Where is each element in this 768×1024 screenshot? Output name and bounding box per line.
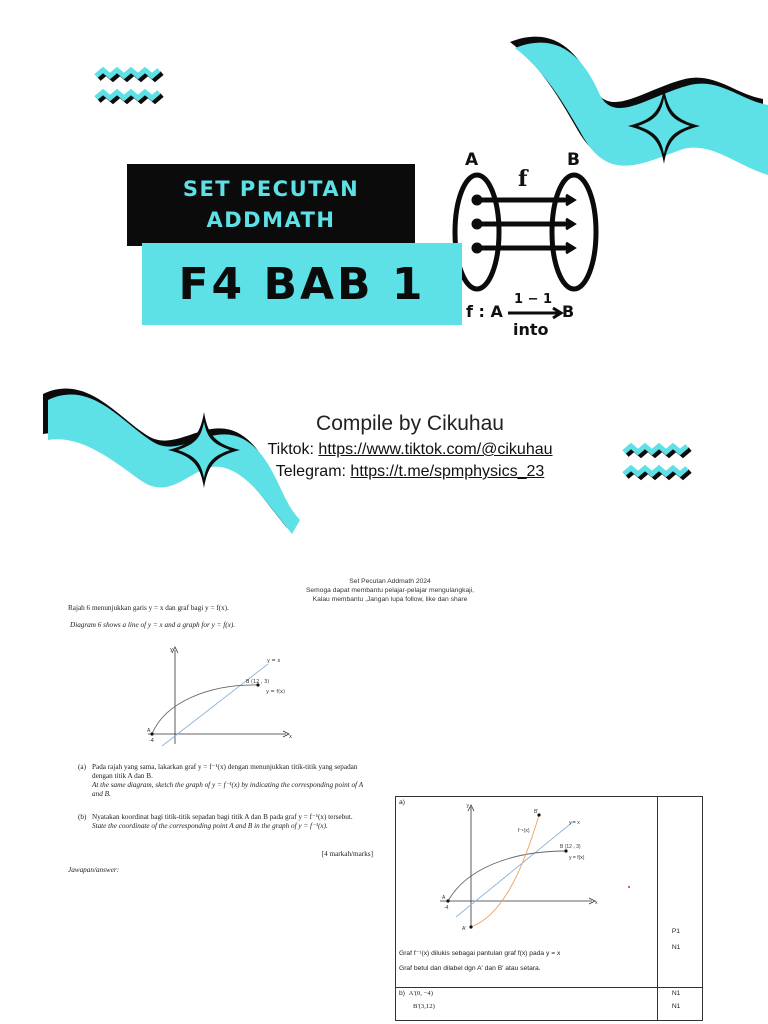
- mapping-arrow-bottom: into: [513, 320, 549, 339]
- title-line-1: SET PECUTAN: [182, 177, 360, 201]
- answer-table: [395, 796, 703, 1021]
- graph1-curve-label: y = f(x): [266, 689, 285, 695]
- part-b-en: State the coordinate of the corresponding point A and B in the graph of y = f⁻¹(x).: [92, 822, 328, 830]
- graph2-a-prime: A': [462, 926, 467, 931]
- answer-row-b: [396, 988, 703, 1021]
- answer-explain-1: Graf f⁻¹(x) dilukis sebagai pantulan graf f(x) pada y = x: [399, 950, 561, 957]
- part-a: [68, 763, 373, 803]
- part-a-label: (a): [78, 763, 86, 771]
- graph2-y-axis: y: [466, 803, 469, 809]
- tiktok-label: Tiktok:: [267, 441, 319, 458]
- set-b-label: B: [567, 150, 580, 170]
- graph1-point-a: A: [147, 728, 151, 734]
- graph2-line-label: y = x: [569, 820, 580, 826]
- doc-header: [270, 577, 510, 604]
- intro-en: Diagram 6 shows a line of y = x and a graph for y = f(x).: [70, 621, 236, 629]
- answer-b-line-1: [399, 990, 654, 997]
- telegram-line: [240, 461, 580, 483]
- answer-explain-2: Graf betul dan dilabel dgn A' dan B' atau setara.: [399, 965, 541, 972]
- intro-ms: Rajah 6 menunjukkan garis y = x dan graf bagi y = f(x).: [68, 604, 229, 612]
- answer-b-value-1: A'(0, −4): [408, 990, 433, 997]
- part-b-label: (b): [78, 813, 87, 821]
- graph2-inverse-label: f⁻¹(x): [518, 828, 530, 834]
- answer-cell-b: [396, 988, 658, 1021]
- mark-p1: P1: [671, 928, 681, 935]
- chapter-title: F4 BAB 1: [178, 258, 426, 310]
- marks: [4 markah/marks]: [321, 850, 373, 858]
- part-a-ms: Pada rajah yang sama, lakarkan graf y = f⁻¹(x) dengan menunjukkan titik-titik yang sepadan dengan titik A dan B.: [92, 763, 358, 780]
- credits-block: [240, 412, 580, 483]
- graph1-line-label: y = x: [267, 658, 281, 664]
- answer-marks-a: [657, 797, 702, 988]
- doc-header-line-3: Kalau membantu ,Jangan lupa follow, like dan share: [312, 596, 468, 603]
- graph1-point-b: B (12 , 3): [246, 679, 270, 685]
- title-banner: [127, 164, 415, 246]
- mapping-notation-suffix: B: [562, 302, 575, 321]
- answer-row-a: [396, 797, 703, 988]
- graph1-y-axis: y: [170, 647, 173, 653]
- mark-n1-a: N1: [671, 944, 681, 951]
- part-b-ms: Nyatakan koordinat bagi titik-titik sepadan bagi titik A dan B pada graf y = f⁻¹(x) tersebut.: [92, 813, 353, 821]
- graph2-x-axis: x: [595, 900, 598, 906]
- answer-b-label: b): [399, 990, 405, 997]
- graph2-b-prime: B': [534, 809, 539, 815]
- tiktok-link[interactable]: https://www.tiktok.com/@cikuhau: [318, 441, 553, 458]
- mark-n1-c: N1: [671, 1003, 681, 1010]
- telegram-label: Telegram:: [275, 463, 351, 480]
- part-b-text: [92, 813, 367, 831]
- doc-header-line-2: Semoga dapat membantu pelajar-pelajar mengulangkaji,: [305, 587, 475, 594]
- tiktok-line: [240, 439, 580, 461]
- zigzag-right-icon: [624, 446, 690, 477]
- answer-cell-a: [396, 797, 658, 988]
- zigzag-top-left-icon: [96, 70, 162, 101]
- part-a-text: [92, 763, 367, 799]
- telegram-link[interactable]: https://t.me/spmphysics_23: [350, 463, 545, 480]
- mapping-notation-prefix: f : A: [466, 302, 503, 321]
- ribbon-top-right-icon: [510, 37, 768, 175]
- doc-header-line-1: Set Pecutan Addmath 2024: [349, 578, 431, 585]
- graph2-point-b: B (12 , 3): [560, 844, 581, 850]
- compile-by: Compile by Cikuhau: [316, 412, 504, 435]
- part-b: [68, 813, 373, 843]
- graph1-x-axis: x: [289, 734, 292, 740]
- part-a-en: At the same diagram, sketch the graph of y = f⁻¹(x) by indicating the corresponding point of A and B.: [92, 781, 363, 798]
- chapter-banner: [142, 243, 462, 325]
- answer-graph: [426, 799, 606, 931]
- question-graph: [140, 642, 300, 754]
- mark-n1-b: N1: [671, 990, 681, 997]
- title-line-2: ADDMATH: [206, 208, 336, 232]
- answer-label: Jawapan/answer:: [68, 866, 120, 874]
- answer-b-value-2: B'(3,12): [413, 1003, 435, 1010]
- graph2-curve-label: y = f(x): [569, 855, 585, 861]
- graph1-point-a-value: -4: [149, 738, 154, 744]
- stray-dot: [628, 886, 630, 888]
- function-label: f: [518, 166, 528, 192]
- graph2-point-a: A: [442, 895, 446, 901]
- set-a-label: A: [465, 150, 479, 170]
- answer-a-label: a): [399, 799, 405, 806]
- mapping-arrow-top: 1 − 1: [514, 292, 553, 307]
- answer-marks-b: [657, 988, 702, 1021]
- graph2-point-a-value: -4: [444, 905, 449, 911]
